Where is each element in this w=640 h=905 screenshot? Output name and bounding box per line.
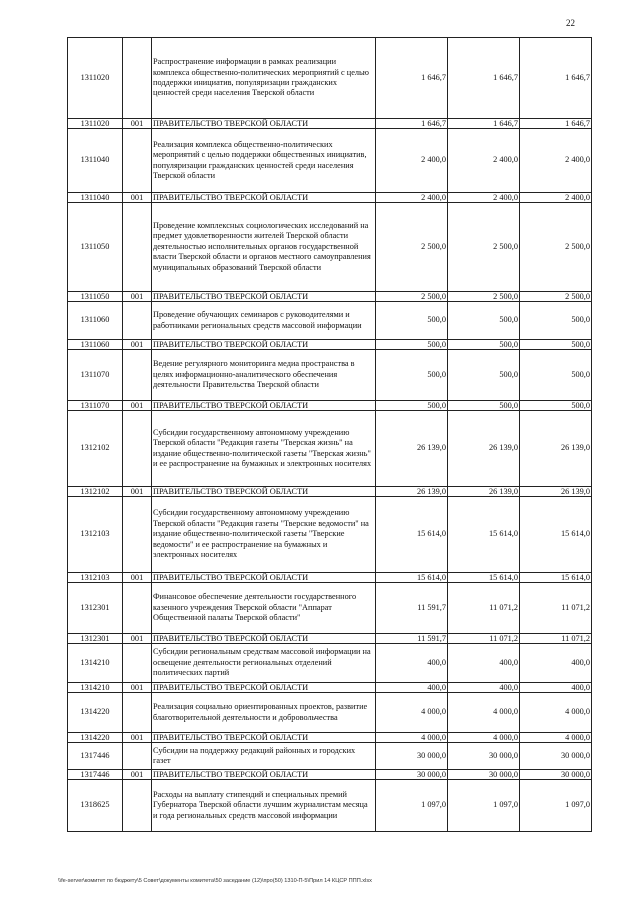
description-cell: Проведение комплексных социологических исследований на предмет удовлетворенности жителей Тверской области деятельностью исполнительных органов государственной власти Тверской области и органов местного самоуправления муниципальных образований Тверской области (152, 203, 376, 292)
target-code-cell: 1312103 (68, 497, 123, 573)
kvsr-cell: 001 (123, 401, 152, 411)
table-row (68, 780, 592, 832)
target-code-cell: 1312103 (68, 573, 123, 583)
table-row-subtotal (68, 292, 592, 302)
description-cell: Субсидии региональным средствам массовой информации на освещение деятельности региональных отделений политических партий (152, 644, 376, 683)
table-row-subtotal (68, 683, 592, 693)
description-cell: Субсидии государственному автономному учреждению Тверской области "Редакция газеты "Тверские ведомости" на издание общественно-политической газеты "Тверские ведомости" и ее распространение на бумажных и электронных носителях (152, 497, 376, 573)
amount-year3-cell: 500,0 (520, 350, 592, 401)
kvsr-cell (123, 38, 152, 119)
table-row (68, 693, 592, 733)
amount-year3-cell: 26 139,0 (520, 411, 592, 487)
description-cell: Финансовое обеспечение деятельности государственного казенного учреждения Тверской области "Аппарат Общественной палаты Тверской области" (152, 583, 376, 634)
amount-year1-cell: 1 646,7 (376, 38, 448, 119)
table-row-subtotal (68, 733, 592, 743)
amount-year3-cell: 2 500,0 (520, 203, 592, 292)
amount-year2-cell: 500,0 (448, 401, 520, 411)
amount-year2-cell: 2 400,0 (448, 129, 520, 193)
kvsr-cell: 001 (123, 340, 152, 350)
target-code-cell: 1312301 (68, 583, 123, 634)
amount-year1-cell: 15 614,0 (376, 573, 448, 583)
target-code-cell: 1311060 (68, 302, 123, 340)
amount-year1-cell: 400,0 (376, 644, 448, 683)
description-cell: ПРАВИТЕЛЬСТВО ТВЕРСКОЙ ОБЛАСТИ (152, 193, 376, 203)
table-row (68, 203, 592, 292)
target-code-cell: 1317446 (68, 743, 123, 770)
amount-year2-cell: 500,0 (448, 302, 520, 340)
kvsr-cell: 001 (123, 634, 152, 644)
target-code-cell: 1311050 (68, 292, 123, 302)
description-cell: Ведение регулярного мониторинга медиа пространства в целях информационно-аналитического обеспечения деятельности Правительства Тверской области (152, 350, 376, 401)
amount-year1-cell: 500,0 (376, 350, 448, 401)
table-row-subtotal (68, 770, 592, 780)
target-code-cell: 1317446 (68, 770, 123, 780)
table-row (68, 38, 592, 119)
amount-year2-cell: 1 646,7 (448, 119, 520, 129)
amount-year2-cell: 1 097,0 (448, 780, 520, 832)
amount-year1-cell: 30 000,0 (376, 770, 448, 780)
target-code-cell: 1311020 (68, 38, 123, 119)
amount-year3-cell: 4 000,0 (520, 693, 592, 733)
kvsr-cell (123, 780, 152, 832)
amount-year3-cell: 1 646,7 (520, 119, 592, 129)
page-number: 22 (566, 18, 575, 28)
amount-year3-cell: 2 400,0 (520, 193, 592, 203)
description-cell: ПРАВИТЕЛЬСТВО ТВЕРСКОЙ ОБЛАСТИ (152, 683, 376, 693)
description-cell: ПРАВИТЕЛЬСТВО ТВЕРСКОЙ ОБЛАСТИ (152, 401, 376, 411)
amount-year2-cell: 400,0 (448, 644, 520, 683)
table-row (68, 411, 592, 487)
amount-year2-cell: 4 000,0 (448, 693, 520, 733)
kvsr-cell: 001 (123, 683, 152, 693)
kvsr-cell (123, 203, 152, 292)
target-code-cell: 1314210 (68, 683, 123, 693)
kvsr-cell: 001 (123, 119, 152, 129)
amount-year2-cell: 2 500,0 (448, 203, 520, 292)
table-row (68, 302, 592, 340)
table-row-subtotal (68, 193, 592, 203)
amount-year1-cell: 11 591,7 (376, 583, 448, 634)
kvsr-cell: 001 (123, 487, 152, 497)
file-path-footer: \\fe-server\комитет по бюджету\5 Совет\документы комитета\50 заседание (12)\про(50) 1310-П-5\Прил 14 КЦСР ППП.xlsx (58, 878, 372, 884)
amount-year2-cell: 500,0 (448, 340, 520, 350)
target-code-cell: 1311060 (68, 340, 123, 350)
target-code-cell: 1312102 (68, 411, 123, 487)
amount-year3-cell: 1 097,0 (520, 780, 592, 832)
table-row-subtotal (68, 340, 592, 350)
table-row (68, 583, 592, 634)
amount-year1-cell: 500,0 (376, 401, 448, 411)
amount-year1-cell: 26 139,0 (376, 411, 448, 487)
amount-year2-cell: 30 000,0 (448, 770, 520, 780)
amount-year3-cell: 4 000,0 (520, 733, 592, 743)
target-code-cell: 1314220 (68, 693, 123, 733)
description-cell: ПРАВИТЕЛЬСТВО ТВЕРСКОЙ ОБЛАСТИ (152, 487, 376, 497)
amount-year1-cell: 30 000,0 (376, 743, 448, 770)
amount-year3-cell: 500,0 (520, 340, 592, 350)
amount-year1-cell: 4 000,0 (376, 693, 448, 733)
amount-year3-cell: 2 400,0 (520, 129, 592, 193)
table-row (68, 743, 592, 770)
table-row (68, 129, 592, 193)
kvsr-cell (123, 743, 152, 770)
target-code-cell: 1312301 (68, 634, 123, 644)
description-cell: ПРАВИТЕЛЬСТВО ТВЕРСКОЙ ОБЛАСТИ (152, 119, 376, 129)
kvsr-cell: 001 (123, 292, 152, 302)
amount-year1-cell: 1 097,0 (376, 780, 448, 832)
amount-year2-cell: 30 000,0 (448, 743, 520, 770)
kvsr-cell (123, 411, 152, 487)
amount-year1-cell: 500,0 (376, 302, 448, 340)
target-code-cell: 1318625 (68, 780, 123, 832)
amount-year1-cell: 400,0 (376, 683, 448, 693)
amount-year3-cell: 26 139,0 (520, 487, 592, 497)
description-cell: ПРАВИТЕЛЬСТВО ТВЕРСКОЙ ОБЛАСТИ (152, 292, 376, 302)
table-row (68, 497, 592, 573)
amount-year2-cell: 26 139,0 (448, 487, 520, 497)
amount-year1-cell: 2 400,0 (376, 129, 448, 193)
amount-year2-cell: 400,0 (448, 683, 520, 693)
target-code-cell: 1311040 (68, 129, 123, 193)
table-row-subtotal (68, 573, 592, 583)
amount-year1-cell: 4 000,0 (376, 733, 448, 743)
amount-year3-cell: 400,0 (520, 683, 592, 693)
description-cell: ПРАВИТЕЛЬСТВО ТВЕРСКОЙ ОБЛАСТИ (152, 733, 376, 743)
amount-year1-cell: 15 614,0 (376, 497, 448, 573)
kvsr-cell: 001 (123, 733, 152, 743)
description-cell: Распространение информации в рамках реализации комплекса общественно-политических мероприятий с целью поддержки инициатив, популяризации гражданских ценностей среди населения Тверской области (152, 38, 376, 119)
budget-table (67, 37, 592, 832)
kvsr-cell: 001 (123, 193, 152, 203)
amount-year3-cell: 30 000,0 (520, 743, 592, 770)
table-row (68, 350, 592, 401)
target-code-cell: 1311070 (68, 401, 123, 411)
table-row-subtotal (68, 487, 592, 497)
target-code-cell: 1311020 (68, 119, 123, 129)
amount-year3-cell: 1 646,7 (520, 38, 592, 119)
amount-year2-cell: 500,0 (448, 350, 520, 401)
description-cell: Субсидии на поддержку редакций районных и городских газет (152, 743, 376, 770)
kvsr-cell (123, 302, 152, 340)
kvsr-cell (123, 693, 152, 733)
amount-year2-cell: 2 400,0 (448, 193, 520, 203)
amount-year3-cell: 400,0 (520, 644, 592, 683)
description-cell: Проведение обучающих семинаров с руководителями и работниками региональных средств массовой информации (152, 302, 376, 340)
amount-year1-cell: 2 500,0 (376, 203, 448, 292)
amount-year3-cell: 11 071,2 (520, 634, 592, 644)
description-cell: ПРАВИТЕЛЬСТВО ТВЕРСКОЙ ОБЛАСТИ (152, 634, 376, 644)
target-code-cell: 1311050 (68, 203, 123, 292)
kvsr-cell (123, 644, 152, 683)
description-cell: ПРАВИТЕЛЬСТВО ТВЕРСКОЙ ОБЛАСТИ (152, 573, 376, 583)
description-cell: ПРАВИТЕЛЬСТВО ТВЕРСКОЙ ОБЛАСТИ (152, 770, 376, 780)
kvsr-cell (123, 350, 152, 401)
amount-year1-cell: 2 500,0 (376, 292, 448, 302)
target-code-cell: 1314220 (68, 733, 123, 743)
description-cell: ПРАВИТЕЛЬСТВО ТВЕРСКОЙ ОБЛАСТИ (152, 340, 376, 350)
kvsr-cell (123, 583, 152, 634)
description-cell: Расходы на выплату стипендий и специальных премий Губернатора Тверской области лучшим журналистам месяца и года региональных средств массовой информации (152, 780, 376, 832)
kvsr-cell (123, 129, 152, 193)
amount-year2-cell: 26 139,0 (448, 411, 520, 487)
amount-year1-cell: 2 400,0 (376, 193, 448, 203)
amount-year3-cell: 15 614,0 (520, 497, 592, 573)
description-cell: Реализация комплекса общественно-политических мероприятий с целью поддержки общественных инициатив, популяризации гражданских ценностей среди населения Тверской области (152, 129, 376, 193)
amount-year3-cell: 30 000,0 (520, 770, 592, 780)
amount-year1-cell: 11 591,7 (376, 634, 448, 644)
table-row-subtotal (68, 401, 592, 411)
target-code-cell: 1312102 (68, 487, 123, 497)
amount-year2-cell: 4 000,0 (448, 733, 520, 743)
amount-year3-cell: 500,0 (520, 302, 592, 340)
target-code-cell: 1314210 (68, 644, 123, 683)
kvsr-cell: 001 (123, 573, 152, 583)
amount-year2-cell: 11 071,2 (448, 583, 520, 634)
kvsr-cell: 001 (123, 770, 152, 780)
amount-year1-cell: 1 646,7 (376, 119, 448, 129)
target-code-cell: 1311070 (68, 350, 123, 401)
amount-year3-cell: 15 614,0 (520, 573, 592, 583)
description-cell: Субсидии государственному автономному учреждению Тверской области "Редакция газеты "Тверская жизнь" на издание общественно-политической газеты "Тверская жизнь" и ее распространение на бумажных и электронных носителях (152, 411, 376, 487)
amount-year2-cell: 15 614,0 (448, 573, 520, 583)
amount-year2-cell: 15 614,0 (448, 497, 520, 573)
amount-year1-cell: 26 139,0 (376, 487, 448, 497)
target-code-cell: 1311040 (68, 193, 123, 203)
amount-year3-cell: 11 071,2 (520, 583, 592, 634)
amount-year2-cell: 1 646,7 (448, 38, 520, 119)
amount-year3-cell: 500,0 (520, 401, 592, 411)
table-row-subtotal (68, 634, 592, 644)
table-row-subtotal (68, 119, 592, 129)
amount-year1-cell: 500,0 (376, 340, 448, 350)
kvsr-cell (123, 497, 152, 573)
description-cell: Реализация социально ориентированных проектов, развитие благотворительной деятельности и добровольчества (152, 693, 376, 733)
amount-year3-cell: 2 500,0 (520, 292, 592, 302)
table-row (68, 644, 592, 683)
amount-year2-cell: 11 071,2 (448, 634, 520, 644)
amount-year2-cell: 2 500,0 (448, 292, 520, 302)
